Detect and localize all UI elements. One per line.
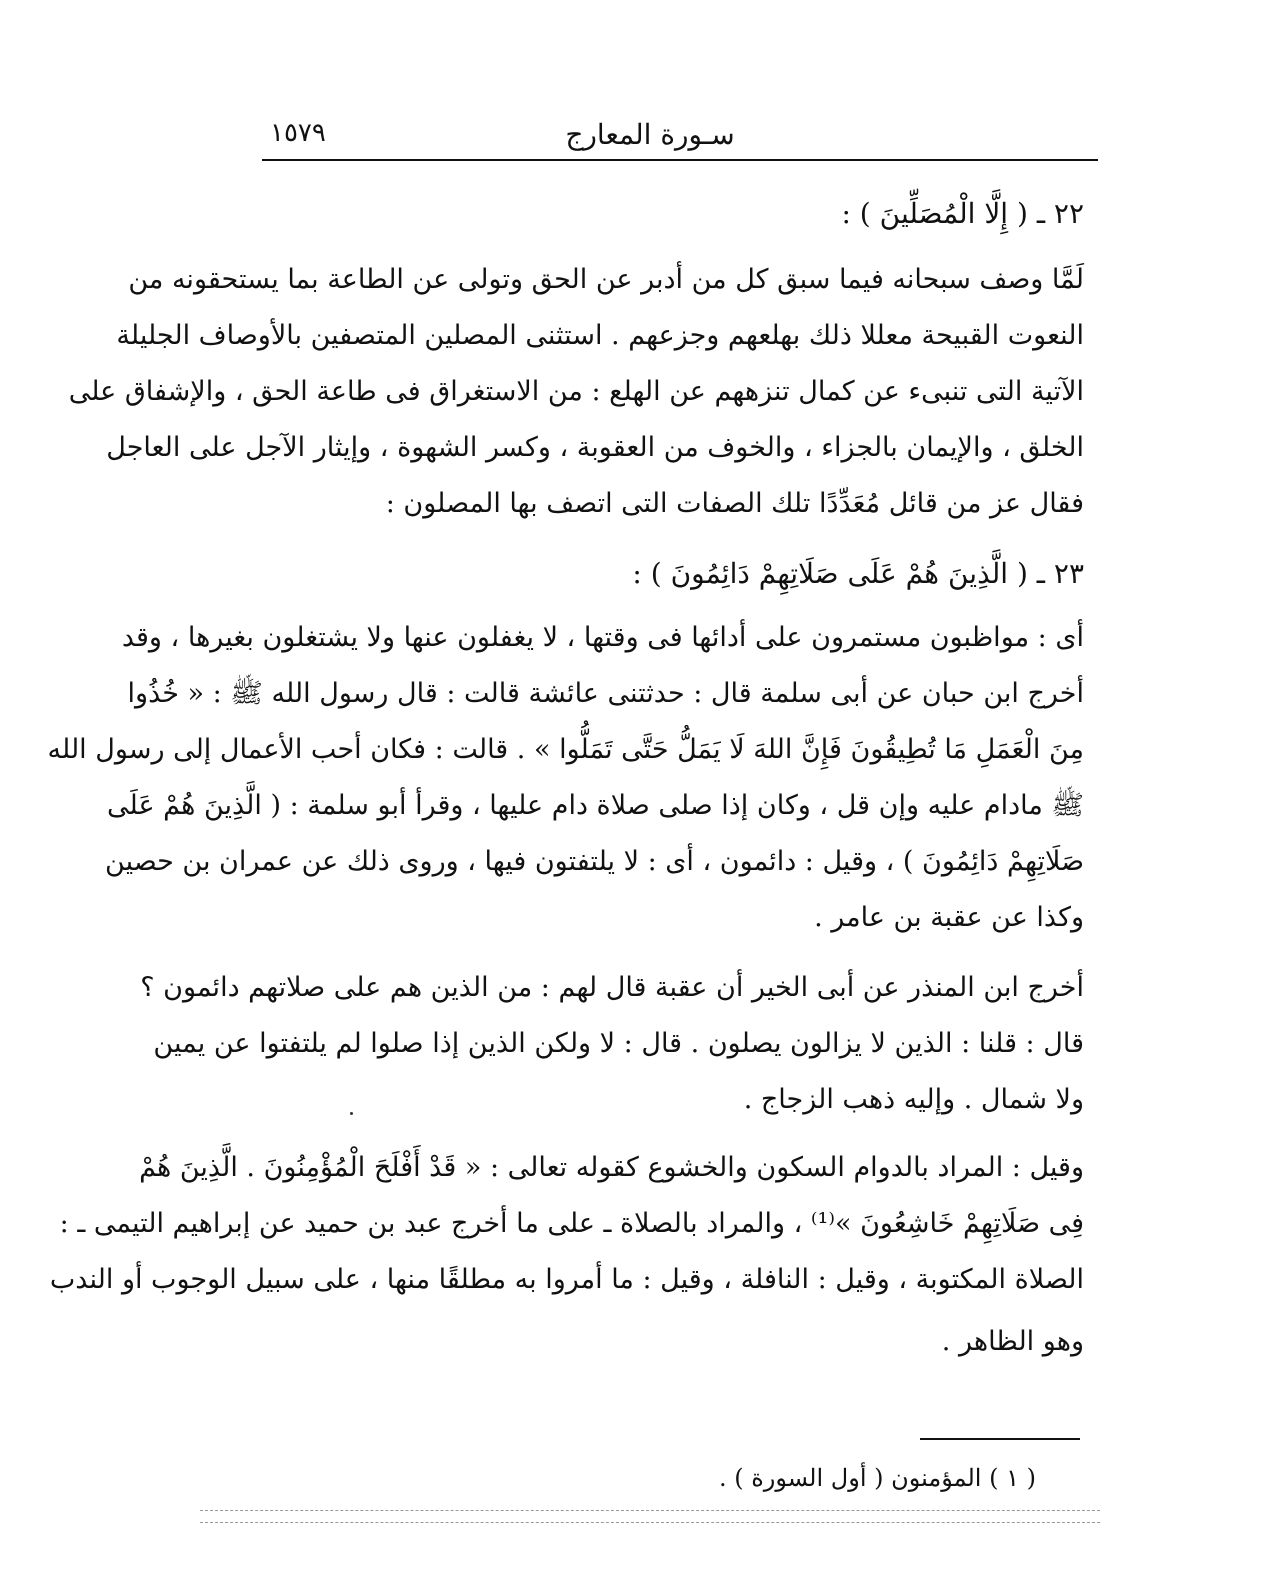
verse-heading-23: ٢٣ ـ ( الَّذِينَ هُمْ عَلَى صَلَاتِهِمْ دَائِمُونَ ) : bbox=[632, 557, 1084, 590]
text-line: النعوت القبيحة معللا ذلك بهلعهم وجزعهم . استثنى المصلين المتصفين بالأوصاف الجليلة bbox=[116, 320, 1084, 351]
text-line: لَمَّا وصف سبحانه فيما سبق كل من أدبر عن الحق وتولى عن الطاعة بما يستحقونه من bbox=[128, 264, 1084, 295]
scan-edge-line bbox=[200, 1510, 1100, 1511]
surah-title: سـورة المعارج bbox=[565, 118, 735, 151]
text-line: الآتية التى تنبىء عن كمال تنزههم عن الهلع : من الاستغراق فى طاعة الحق ، والإشفاق على bbox=[68, 376, 1084, 407]
footnote: ( ١ ) المؤمنون ( أول السورة ) . bbox=[718, 1464, 1036, 1492]
text-line: الصلاة المكتوبة ، وقيل : النافلة ، وقيل : ما أمروا به مطلقًا منها ، على سبيل الوجوب أو الندب bbox=[49, 1264, 1084, 1295]
text-line: فِى صَلَاتِهِمْ خَاشِعُونَ »⁽¹⁾ ، والمراد بالصلاة ـ على ما أخرج عبد بن حميد عن إبراهيم التيمى ـ : bbox=[59, 1208, 1084, 1239]
text-line: ولا شمال . وإليه ذهب الزجاج . bbox=[743, 1084, 1084, 1115]
scan-edge-line bbox=[200, 1522, 1100, 1523]
text-line: وقيل : المراد بالدوام السكون والخشوع كقوله تعالى : « قَدْ أَفْلَحَ الْمُؤْمِنُونَ . الَّذِينَ هُمْ bbox=[139, 1152, 1084, 1183]
text-line: وكذا عن عقبة بن عامر . bbox=[814, 902, 1084, 933]
text-line: أخرج ابن حبان عن أبى سلمة قال : حدثتنى عائشة قالت : قال رسول الله ﷺ : « خُذُوا bbox=[127, 678, 1084, 709]
verse-heading-22: ٢٢ ـ ( إِلَّا الْمُصَلِّينَ ) : bbox=[841, 197, 1084, 230]
header-rule bbox=[262, 159, 1098, 161]
text-line: مِنَ الْعَمَلِ مَا تُطِيقُونَ فَإِنَّ اللهَ لَا يَمَلُّ حَتَّى تَمَلُّوا » . قالت : فكان أحب الأعمال إلى رسول الله bbox=[47, 734, 1084, 765]
text-line: أخرج ابن المنذر عن أبى الخير أن عقبة قال لهم : من الذين هم على صلاتهم دائمون ؟ bbox=[140, 972, 1084, 1003]
text-line: قال : قلنا : الذين لا يزالون يصلون . قال : لا ولكن الذين إذا صلوا لم يلتفتوا عن يمين bbox=[153, 1028, 1084, 1059]
page-number: ١٥٧٩ bbox=[270, 118, 326, 148]
text-line: وهو الظاهر . bbox=[941, 1326, 1084, 1357]
footnote-rule bbox=[920, 1438, 1080, 1440]
text-line: ﷺ مادام عليه وإن قل ، وكان إذا صلى صلاة دام عليها ، وقرأ أبو سلمة : ( الَّذِينَ هُمْ عَلَى bbox=[107, 790, 1084, 821]
text-line: فقال عز من قائل مُعَدِّدًا تلك الصفات التى اتصف بها المصلون : bbox=[385, 488, 1084, 519]
text-line: صَلَاتِهِمْ دَائِمُونَ ) ، وقيل : دائمون ، أى : لا يلتفتون فيها ، وروى ذلك عن عمران بن حصين bbox=[105, 846, 1084, 877]
text-line: الخلق ، والإيمان بالجزاء ، والخوف من العقوبة ، وكسر الشهوة ، وإيثار الآجل على العاجل bbox=[106, 432, 1084, 463]
text-line: أى : مواظبون مستمرون على أدائها فى وقتها ، لا يغفلون عنها ولا يشتغلون بغيرها ، وقد bbox=[121, 622, 1084, 653]
print-speck bbox=[350, 1112, 353, 1115]
